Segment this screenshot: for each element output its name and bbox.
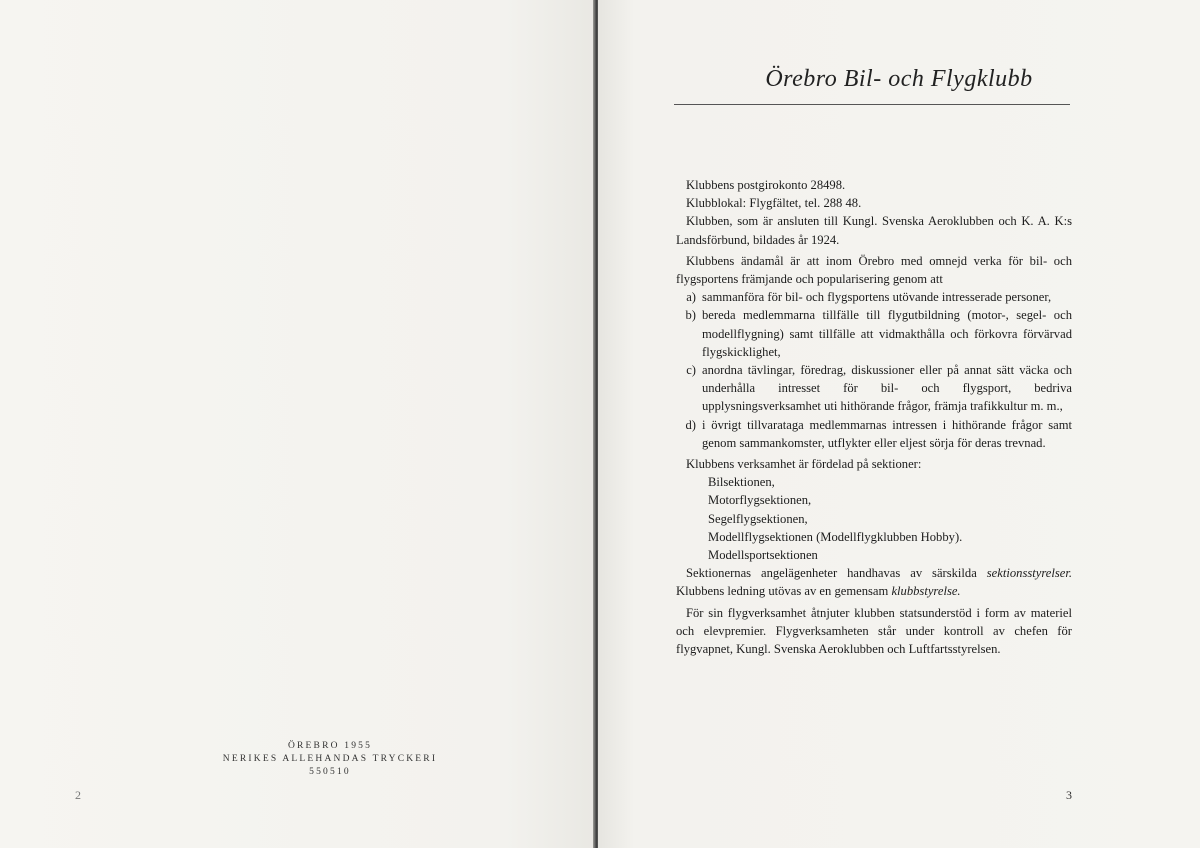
list-item — [676, 416, 1072, 452]
list-text: i övrigt tillvarataga medlemmarnas intressen i hithörande frågor samt genom sammankomster, utflykter eller eljest sörja för deras trevnad. — [702, 417, 1072, 450]
paragraph: Klubbens postgirokonto 28498. — [686, 178, 846, 192]
section-list — [708, 473, 1072, 564]
title-rule — [674, 104, 1070, 105]
list-text: sammanföra för bil- och flygsportens utövande intresserade personer, — [702, 290, 1052, 305]
list-marker: c) — [686, 363, 696, 378]
page-number-left: 2 — [75, 788, 81, 802]
list-text: bereda medlemmarna tillfälle till flygutbildning (motor-, segel- och modellflygning) samt tillfälle att vidmakthålla och förkovra förvärvad flygskicklighet, — [702, 308, 1072, 359]
paragraph: Klubblokal: Flygfältet, tel. 288 48. — [686, 196, 862, 211]
imprint-line: ÖREBRO 1955 — [287, 741, 373, 751]
italic-term: klubbstyrelse. — [891, 584, 961, 599]
italic-term: sektionsstyrelser. — [986, 566, 1072, 581]
list-marker: a) — [686, 290, 696, 305]
section-item: Modellsportsektionen — [708, 548, 818, 563]
page-number-right: 3 — [1066, 788, 1072, 802]
left-page — [0, 0, 595, 848]
text-run: Klubbens ledning utövas av en gemensam — [676, 584, 892, 599]
section-item: Modellflygsektionen (Modellflygklubben Hobby). — [708, 529, 963, 544]
section-item: Bilsektionen, — [708, 475, 775, 490]
list-marker: b) — [685, 308, 696, 323]
section-item: Motorflygsektionen, — [708, 493, 812, 508]
paragraph: Klubben, som är ansluten till Kungl. Svenska Aeroklubben och K. A. K:s Landsförbund, bildades år 1924. — [676, 214, 1072, 247]
list-marker: d) — [685, 417, 696, 432]
section-item: Segelflygsektionen, — [708, 511, 808, 526]
paragraph: För sin flygverksamhet åtnjuter klubben statsunderstöd i form av materiel och elevpremier. Flygverksamheten står under kontroll av chefen för flygvapnet, Kungl. Svenska Aeroklubben och Luftfartsstyrelsen. — [676, 605, 1072, 657]
list-item — [676, 288, 1072, 306]
list-item — [676, 306, 1072, 361]
list-text: anordna tävlingar, föredrag, diskussioner eller på annat sätt väcka och underhålla intresset för bil- och flygsport, bedriva upplysningsverksamhet uti hithörande frågor, främja trafikkultur m. m., — [702, 363, 1072, 414]
body-text — [676, 176, 1072, 658]
paragraph — [676, 564, 1072, 600]
printer-imprint — [190, 740, 470, 779]
imprint-line: 550510 — [309, 767, 351, 777]
text-run: Sektionernas angelägenheter handhavas av särskilda — [686, 566, 987, 581]
right-page — [598, 0, 1200, 848]
paragraph: Klubbens verksamhet är fördelad på sektioner: — [686, 457, 922, 472]
paragraph: Klubbens ändamål är att inom Örebro med omnejd verka för bil- och flygsportens främjande och popularisering genom att — [676, 253, 1072, 287]
page-title: Örebro Bil- och Flygklubb — [765, 66, 1033, 92]
imprint-line: NERIKES ALLEHANDAS TRYCKERI — [222, 754, 438, 764]
list-item — [676, 361, 1072, 416]
